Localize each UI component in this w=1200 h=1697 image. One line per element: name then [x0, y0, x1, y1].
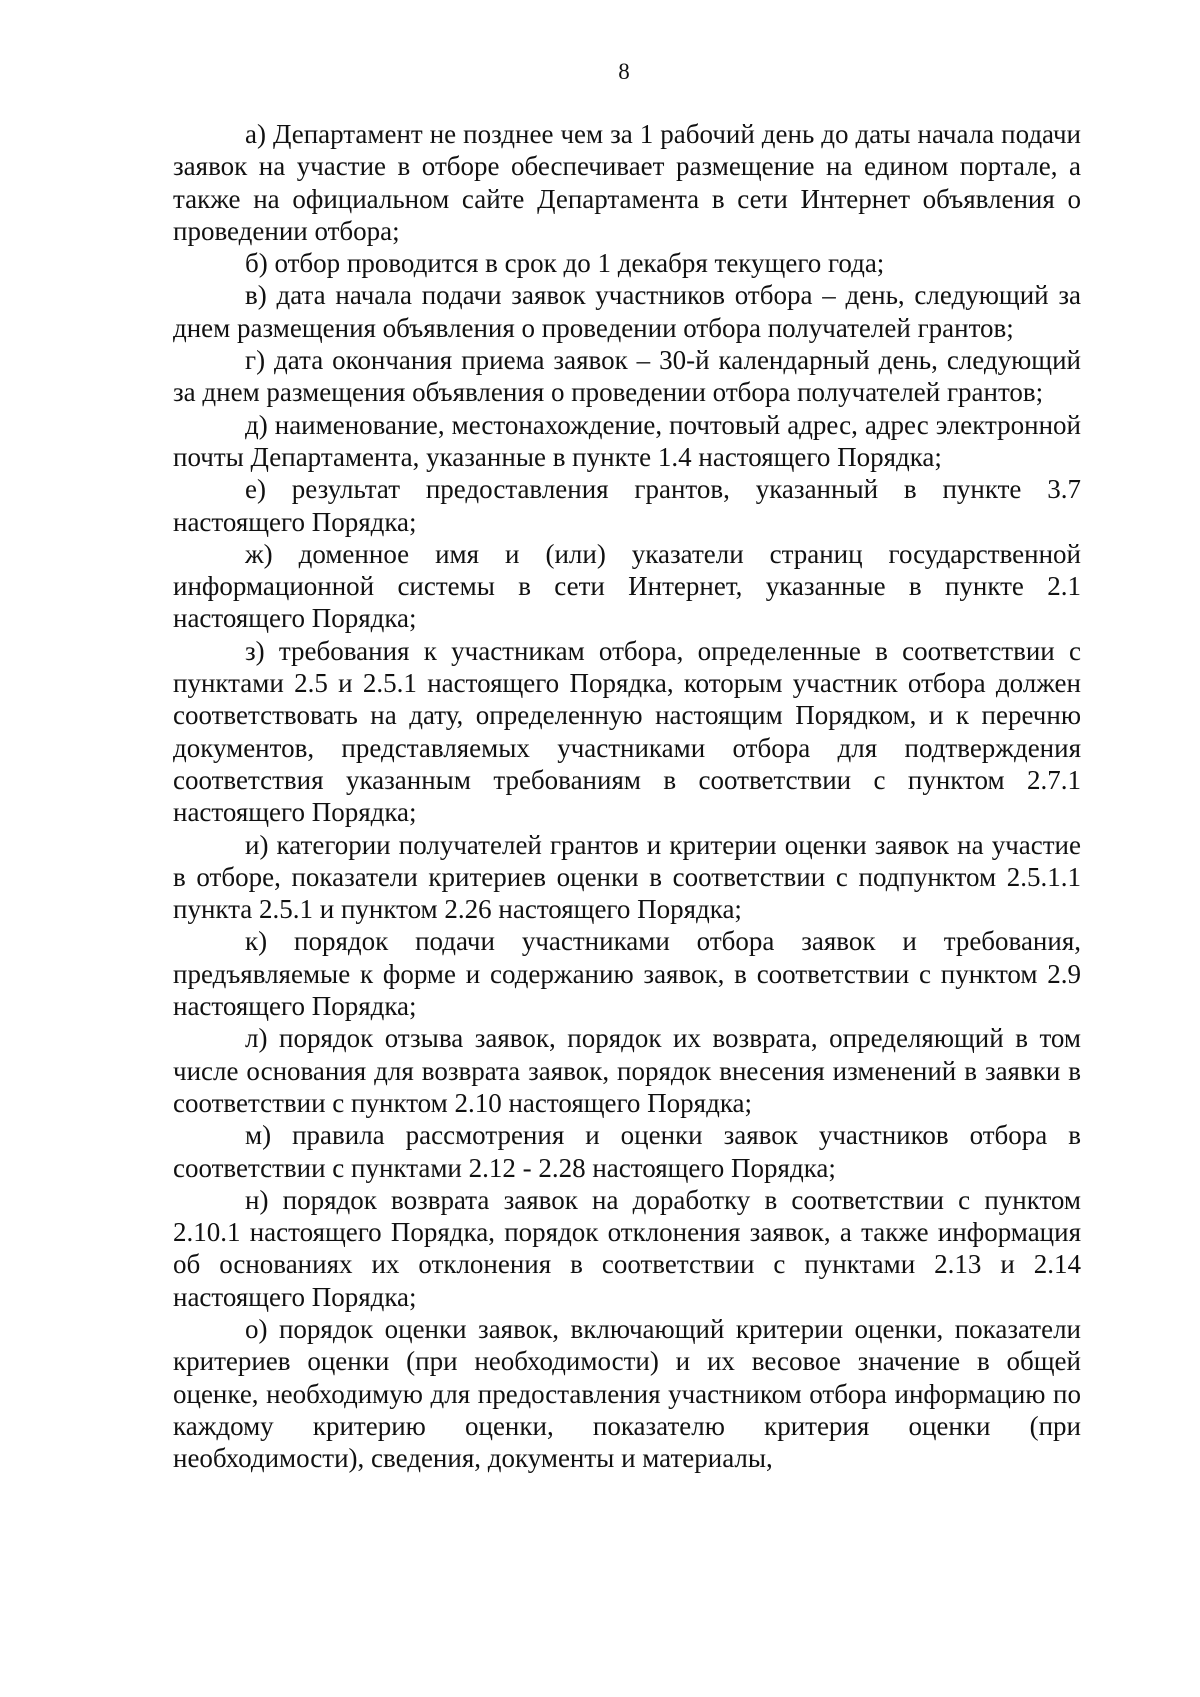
- document-body: [173, 118, 1081, 1474]
- paragraph-zh: ж) доменное имя и (или) указатели страниц государственной информационной системы в сети Интернет, указанные в пункте 2.1 настоящего Порядка;: [173, 538, 1081, 634]
- paragraph-v: в) дата начала подачи заявок участников отбора – день, следующий за днем размещения объявления о проведении отбора получателей грантов;: [173, 280, 1081, 343]
- paragraph-z: з) требования к участникам отбора, определенные в соответствии с пунктами 2.5 и 2.5.1 настоящего Порядка, которым участник отбора должен соответствовать на дату, определенную настоящим Порядком, и к перечню документов, представляемых участниками отбора для подтверждения соответствия указанным требованиям в соответствии с пунктом 2.7.1 настоящего Порядка;: [173, 635, 1081, 828]
- paragraph-m: м) правила рассмотрения и оценки заявок участников отбора в соответствии с пунктами 2.12 - 2.28 настоящего Порядка;: [173, 1120, 1081, 1183]
- paragraph-d: д) наименование, местонахождение, почтовый адрес, адрес электронной почты Департамента, указанные в пункте 1.4 настоящего Порядка;: [173, 409, 1081, 472]
- paragraph-g: г) дата окончания приема заявок – 30-й календарный день, следующий за днем размещения объявления о проведении отбора получателей грантов;: [173, 345, 1081, 408]
- paragraph-i: и) категории получателей грантов и критерии оценки заявок на участие в отборе, показатели критериев оценки в соответствии с подпунктом 2.5.1.1 пункта 2.5.1 и пунктом 2.26 настоящего Порядка;: [173, 829, 1081, 925]
- paragraph-n: н) порядок возврата заявок на доработку в соответствии с пунктом 2.10.1 настоящего Порядка, порядок отклонения заявок, а также информация об основаниях их отклонения в соответствии с пунктами 2.13 и 2.14 настоящего Порядка;: [173, 1184, 1081, 1312]
- page-number: 8: [618, 59, 630, 84]
- paragraph-l: л) порядок отзыва заявок, порядок их возврата, определяющий в том числе основания для возврата заявок, порядок внесения изменений в заявки в соответствии с пунктом 2.10 настоящего Порядка;: [173, 1023, 1081, 1118]
- paragraph-b: б) отбор проводится в срок до 1 декабря текущего года;: [245, 248, 885, 279]
- paragraph-e: е) результат предоставления грантов, указанный в пункте 3.7 настоящего Порядка;: [173, 474, 1081, 537]
- paragraph-o: о) порядок оценки заявок, включающий критерии оценки, показатели критериев оценки (при необходимости) и их весовое значение в общей оценке, необходимую для предоставления участником отбора информацию по каждому критерию оценки, показателю критерия оценки (при необходимости), сведения, документы и материалы,: [173, 1313, 1081, 1474]
- paragraph-a: а) Департамент не позднее чем за 1 рабочий день до даты начала подачи заявок на участие в отборе обеспечивает размещение на едином портале, а также на официальном сайте Департамента в сети Интернет объявления о проведении отбора;: [173, 119, 1081, 246]
- paragraph-k: к) порядок подачи участниками отбора заявок и требования, предъявляемые к форме и содержанию заявок, в соответствии с пунктом 2.9 настоящего Порядка;: [173, 926, 1081, 1022]
